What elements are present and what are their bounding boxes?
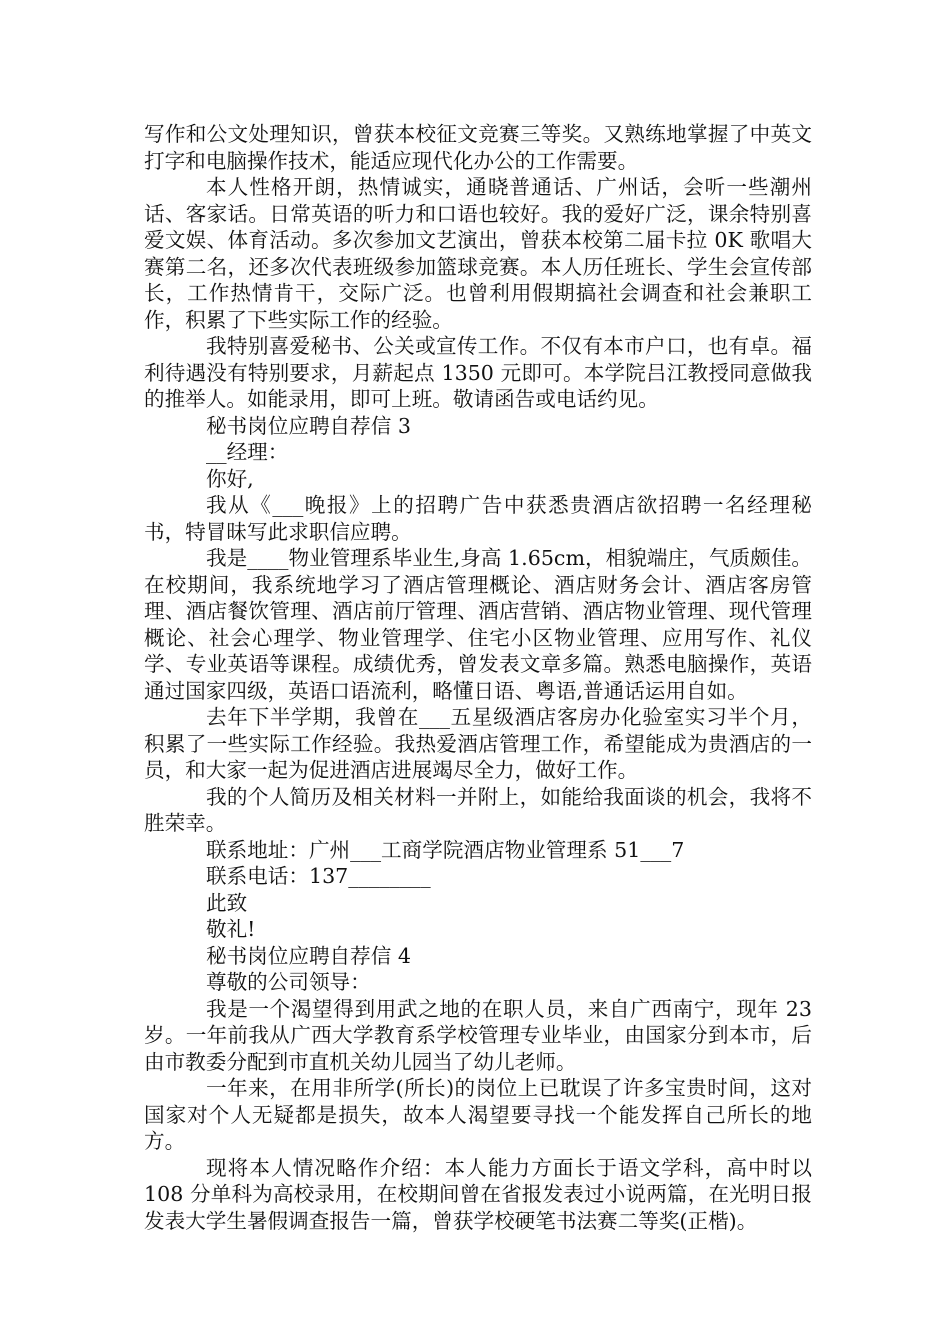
paragraph: 现将本人情况略作介绍：本人能力方面长于语文学科，高中时以 108 分单科为高校录用，在校期间曾在省报发表过小说两篇，在光明日报发表大学生暑假调查报告一篇，曾获学校硬笔书法赛二等奖(正楷)。 <box>144 1155 812 1233</box>
paragraph: 我是____物业管理系毕业生,身高 1.65cm，相貌端庄，气质颇佳。在校期间，我系统地学习了酒店管理概论、酒店财务会计、酒店客房管理、酒店餐饮管理、酒店前厅管理、酒店营销、酒店物业管理、现代管理概论、社会心理学、物业管理学、住宅小区物业管理、应用写作、礼仪学、专业英语等课程。成绩优秀，曾发表文章多篇。熟悉电脑操作，英语通过国家四级，英语口语流利，略懂日语、粤语,普通话运用自如。 <box>144 546 812 703</box>
salutation: 尊敬的公司领导： <box>206 970 371 994</box>
paragraph: 写作和公文处理知识，曾获本校征文竞赛三等奖。又熟练地掌握了中英文打字和电脑操作技术，能适应现代化办公的工作需要。 <box>144 122 812 173</box>
document-body <box>144 121 812 1234</box>
letter-heading: 秘书岗位应聘自荐信 4 <box>206 943 411 968</box>
contact-address: 联系地址：广州___工商学院酒店物业管理系 51___7 <box>206 837 685 862</box>
paragraph: 我从《___晚报》上的招聘广告中获悉贵酒店欲招聘一名经理秘书，特冒昧写此求职信应聘。 <box>144 493 812 544</box>
letter-heading: 秘书岗位应聘自荐信 3 <box>206 413 411 438</box>
paragraph: 去年下半学期，我曾在___五星级酒店客房办化验室实习半个月，积累了一些实际工作经验。我热爱酒店管理工作，希望能成为贵酒店的一员，和大家一起为促进酒店进展竭尽全力，做好工作。 <box>144 705 812 782</box>
paragraph: 我的个人简历及相关材料一并附上，如能给我面谈的机会，我将不胜荣幸。 <box>144 784 812 835</box>
paragraph: 我是一个渴望得到用武之地的在职人员，来自广西南宁，现年 23 岁。一年前我从广西大学教育系学校管理专业毕业，由国家分到本市，后由市教委分配到市直机关幼儿园当了幼儿老师。 <box>144 996 812 1074</box>
contact-phone: 联系电话：137________ <box>206 864 431 888</box>
greeting: 你好, <box>206 466 254 491</box>
salutation: __经理： <box>206 440 289 464</box>
closing-regards: 敬礼! <box>206 917 256 941</box>
closing: 此致 <box>206 890 248 915</box>
paragraph: 一年来，在用非所学(所长)的岗位上已耽误了许多宝贵时间，这对国家对个人无疑都是损失，故本人渴望要寻找一个能发挥自己所长的地方。 <box>144 1076 812 1153</box>
paragraph: 本人性格开朗，热情诚实，通晓普通话、广州话，会听一些潮州话、客家话。日常英语的听力和口语也较好。我的爱好广泛，课余特别喜爱文娱、体育活动。多次参加文艺演出，曾获本校第二届卡拉 0K 歌唱大赛第二名，还多次代表班级参加篮球竞赛。本人历任班长、学生会宣传部长，工作热情肯干，交际广泛。也曾利用假期搞社会调查和社会兼职工作，积累了下些实际工作的经验。 <box>144 175 812 332</box>
paragraph: 我特别喜爱秘书、公关或宣传工作。不仅有本市户口，也有卓。福利待遇没有特别要求，月薪起点 1350 元即可。本学院吕江教授同意做我的推举人。如能录用，即可上班。敬请函告或电话约见。 <box>144 334 812 411</box>
